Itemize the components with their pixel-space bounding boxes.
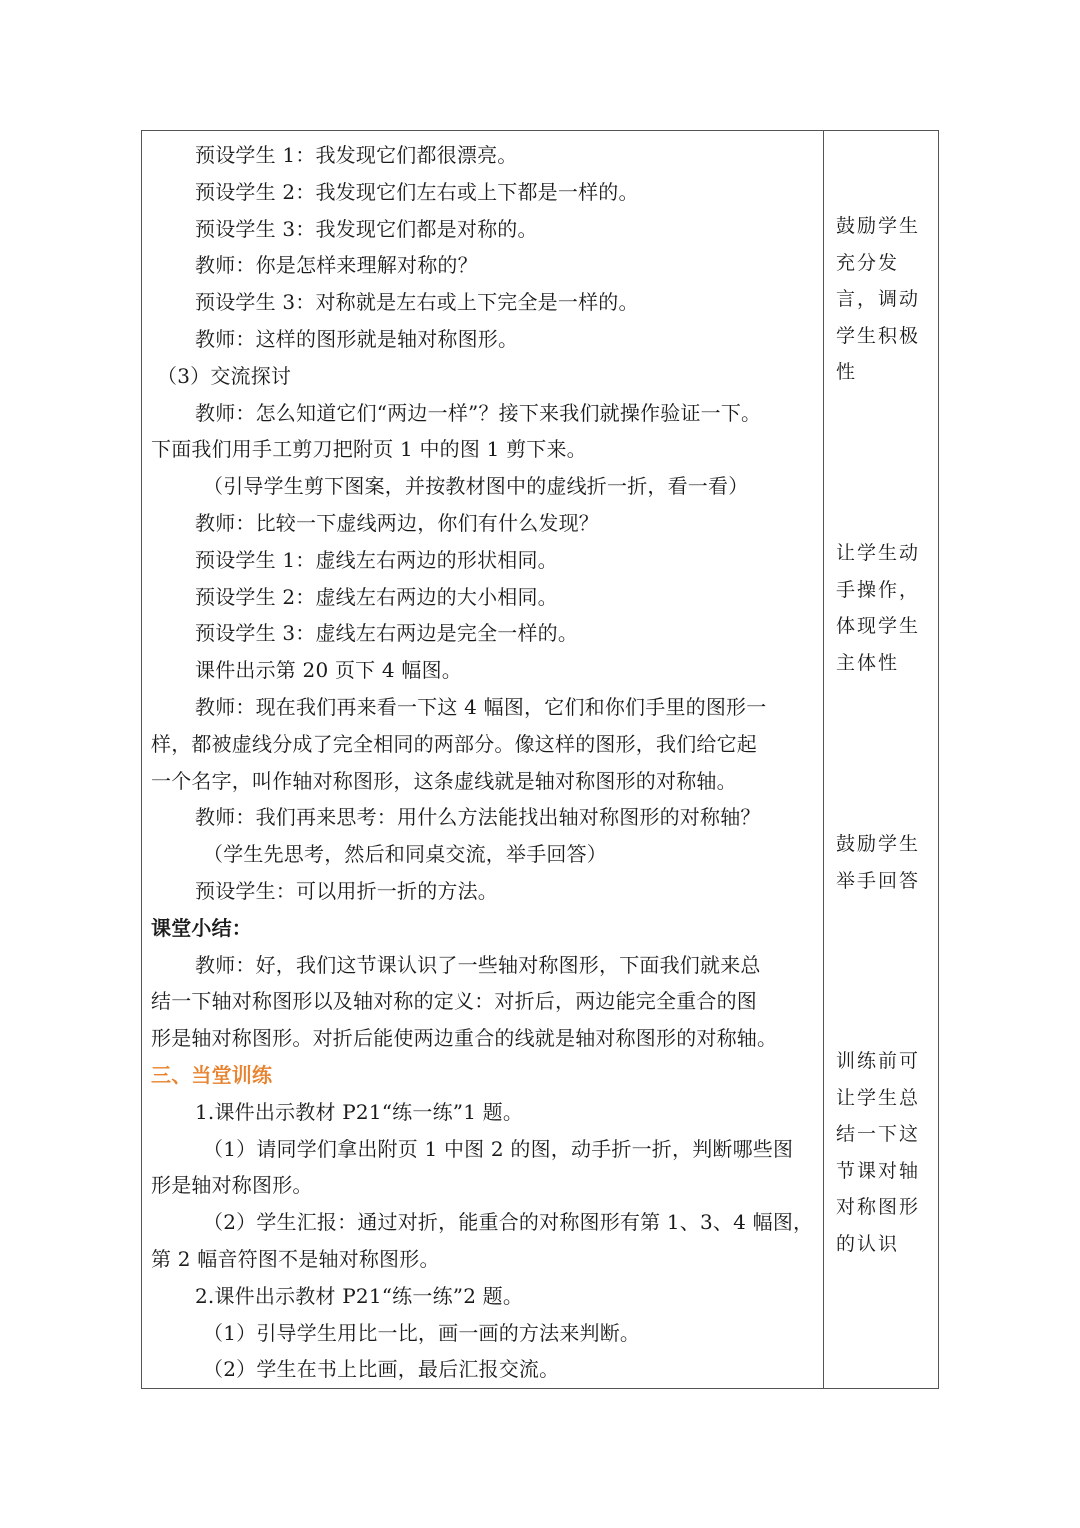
text-line: （2）学生汇报：通过对折，能重合的对称图形有第 1、3、4 幅图， xyxy=(203,1210,814,1235)
summary-heading: 课堂小结： xyxy=(151,915,252,940)
column-divider xyxy=(823,130,824,1389)
text-line: 预设学生 3：对称就是左右或上下完全是一样的。 xyxy=(195,290,639,315)
text-line: 下面我们用手工剪刀把附页 1 中的图 1 剪下来。 xyxy=(151,437,587,462)
side-note-line: 让学生总 xyxy=(836,1086,921,1109)
text-line: 结一下轴对称图形以及轴对称的定义：对折后，两边能完全重合的图 xyxy=(151,989,757,1014)
side-note-line: 节课对轴 xyxy=(836,1159,921,1182)
side-note xyxy=(836,826,932,899)
text-line: 预设学生 3：我发现它们都是对称的。 xyxy=(195,216,538,241)
text-line: 教师：我们再来思考：用什么方法能找出轴对称图形的对称轴？ xyxy=(195,805,761,830)
text-line: 课件出示第 20 页下 4 幅图。 xyxy=(195,658,463,683)
side-note xyxy=(836,1043,932,1262)
text-line: 形是轴对称图形。 xyxy=(151,1173,313,1198)
side-note-line: 对称图形 xyxy=(836,1196,921,1218)
subsection-heading: （3）交流探讨 xyxy=(157,363,292,388)
text-line: 预设学生 1：我发现它们都很漂亮。 xyxy=(195,143,518,167)
side-note xyxy=(836,208,932,391)
side-note-line: 的认识 xyxy=(836,1232,900,1255)
side-note-line: 鼓励学生 xyxy=(836,215,921,237)
text-line: 预设学生：可以用折一折的方法。 xyxy=(195,878,498,903)
text-line: 预设学生 1：虚线左右两边的形状相同。 xyxy=(195,547,558,572)
text-line: 第 2 幅音符图不是轴对称图形。 xyxy=(151,1246,440,1271)
side-note-line: 训练前可 xyxy=(836,1050,921,1072)
text-line: 预设学生 3：虚线左右两边是完全一样的。 xyxy=(195,621,579,646)
side-note-line: 举手回答 xyxy=(836,869,921,892)
text-line: 2.课件出示教材 P21“练一练”2 题。 xyxy=(195,1283,524,1308)
side-note-line: 主体性 xyxy=(836,651,900,674)
text-line: （学生先思考，然后和同桌交流，举手回答） xyxy=(203,842,607,867)
side-note-line: 手操作， xyxy=(836,578,921,601)
text-line: （1）引导学生用比一比，画一画的方法来判断。 xyxy=(203,1320,641,1345)
text-line: 教师：比较一下虚线两边，你们有什么发现？ xyxy=(195,510,599,535)
section-heading: 三、当堂训练 xyxy=(151,1062,273,1087)
text-line: 样，都被虚线分成了完全相同的两部分。像这样的图形，我们给它起 xyxy=(151,731,757,756)
text-line: 教师：好，我们这节课认识了一些轴对称图形，下面我们就来总 xyxy=(195,952,761,977)
side-note-line: 性 xyxy=(836,361,858,383)
text-line: 教师：现在我们再来看一下这 4 幅图，它们和你们手里的图形一 xyxy=(195,694,767,719)
text-line: 一个名字，叫作轴对称图形，这条虚线就是轴对称图形的对称轴。 xyxy=(151,768,737,793)
side-note-line: 充分发 xyxy=(836,251,900,274)
text-line: 1.课件出示教材 P21“练一练”1 题。 xyxy=(195,1099,524,1124)
side-note-line: 结一下这 xyxy=(836,1123,921,1145)
side-note-line: 学生积极 xyxy=(836,324,921,347)
side-note-line: 言，调动 xyxy=(836,288,921,310)
text-line: （2）学生在书上比画，最后汇报交流。 xyxy=(203,1357,560,1382)
side-note-line: 让学生动 xyxy=(836,542,921,564)
text-line: 教师：这样的图形就是轴对称图形。 xyxy=(195,326,519,351)
text-line: 预设学生 2：虚线左右两边的大小相同。 xyxy=(195,584,558,609)
text-line: 教师：怎么知道它们“两边一样”？接下来我们就操作验证一下。 xyxy=(195,400,762,425)
text-line: 教师：你是怎样来理解对称的？ xyxy=(195,253,478,278)
text-line: （1）请同学们拿出附页 1 中图 2 的图，动手折一折，判断哪些图 xyxy=(203,1136,794,1161)
text-line: 预设学生 2：我发现它们左右或上下都是一样的。 xyxy=(195,179,639,204)
text-line: 形是轴对称图形。对折后能使两边重合的线就是轴对称图形的对称轴。 xyxy=(151,1026,778,1051)
lesson-content xyxy=(151,137,819,1388)
side-note-line: 体现学生 xyxy=(836,615,921,637)
side-note xyxy=(836,535,932,681)
side-note-line: 鼓励学生 xyxy=(836,833,921,855)
text-line: （引导学生剪下图案，并按教材图中的虚线折一折，看一看） xyxy=(203,474,749,499)
